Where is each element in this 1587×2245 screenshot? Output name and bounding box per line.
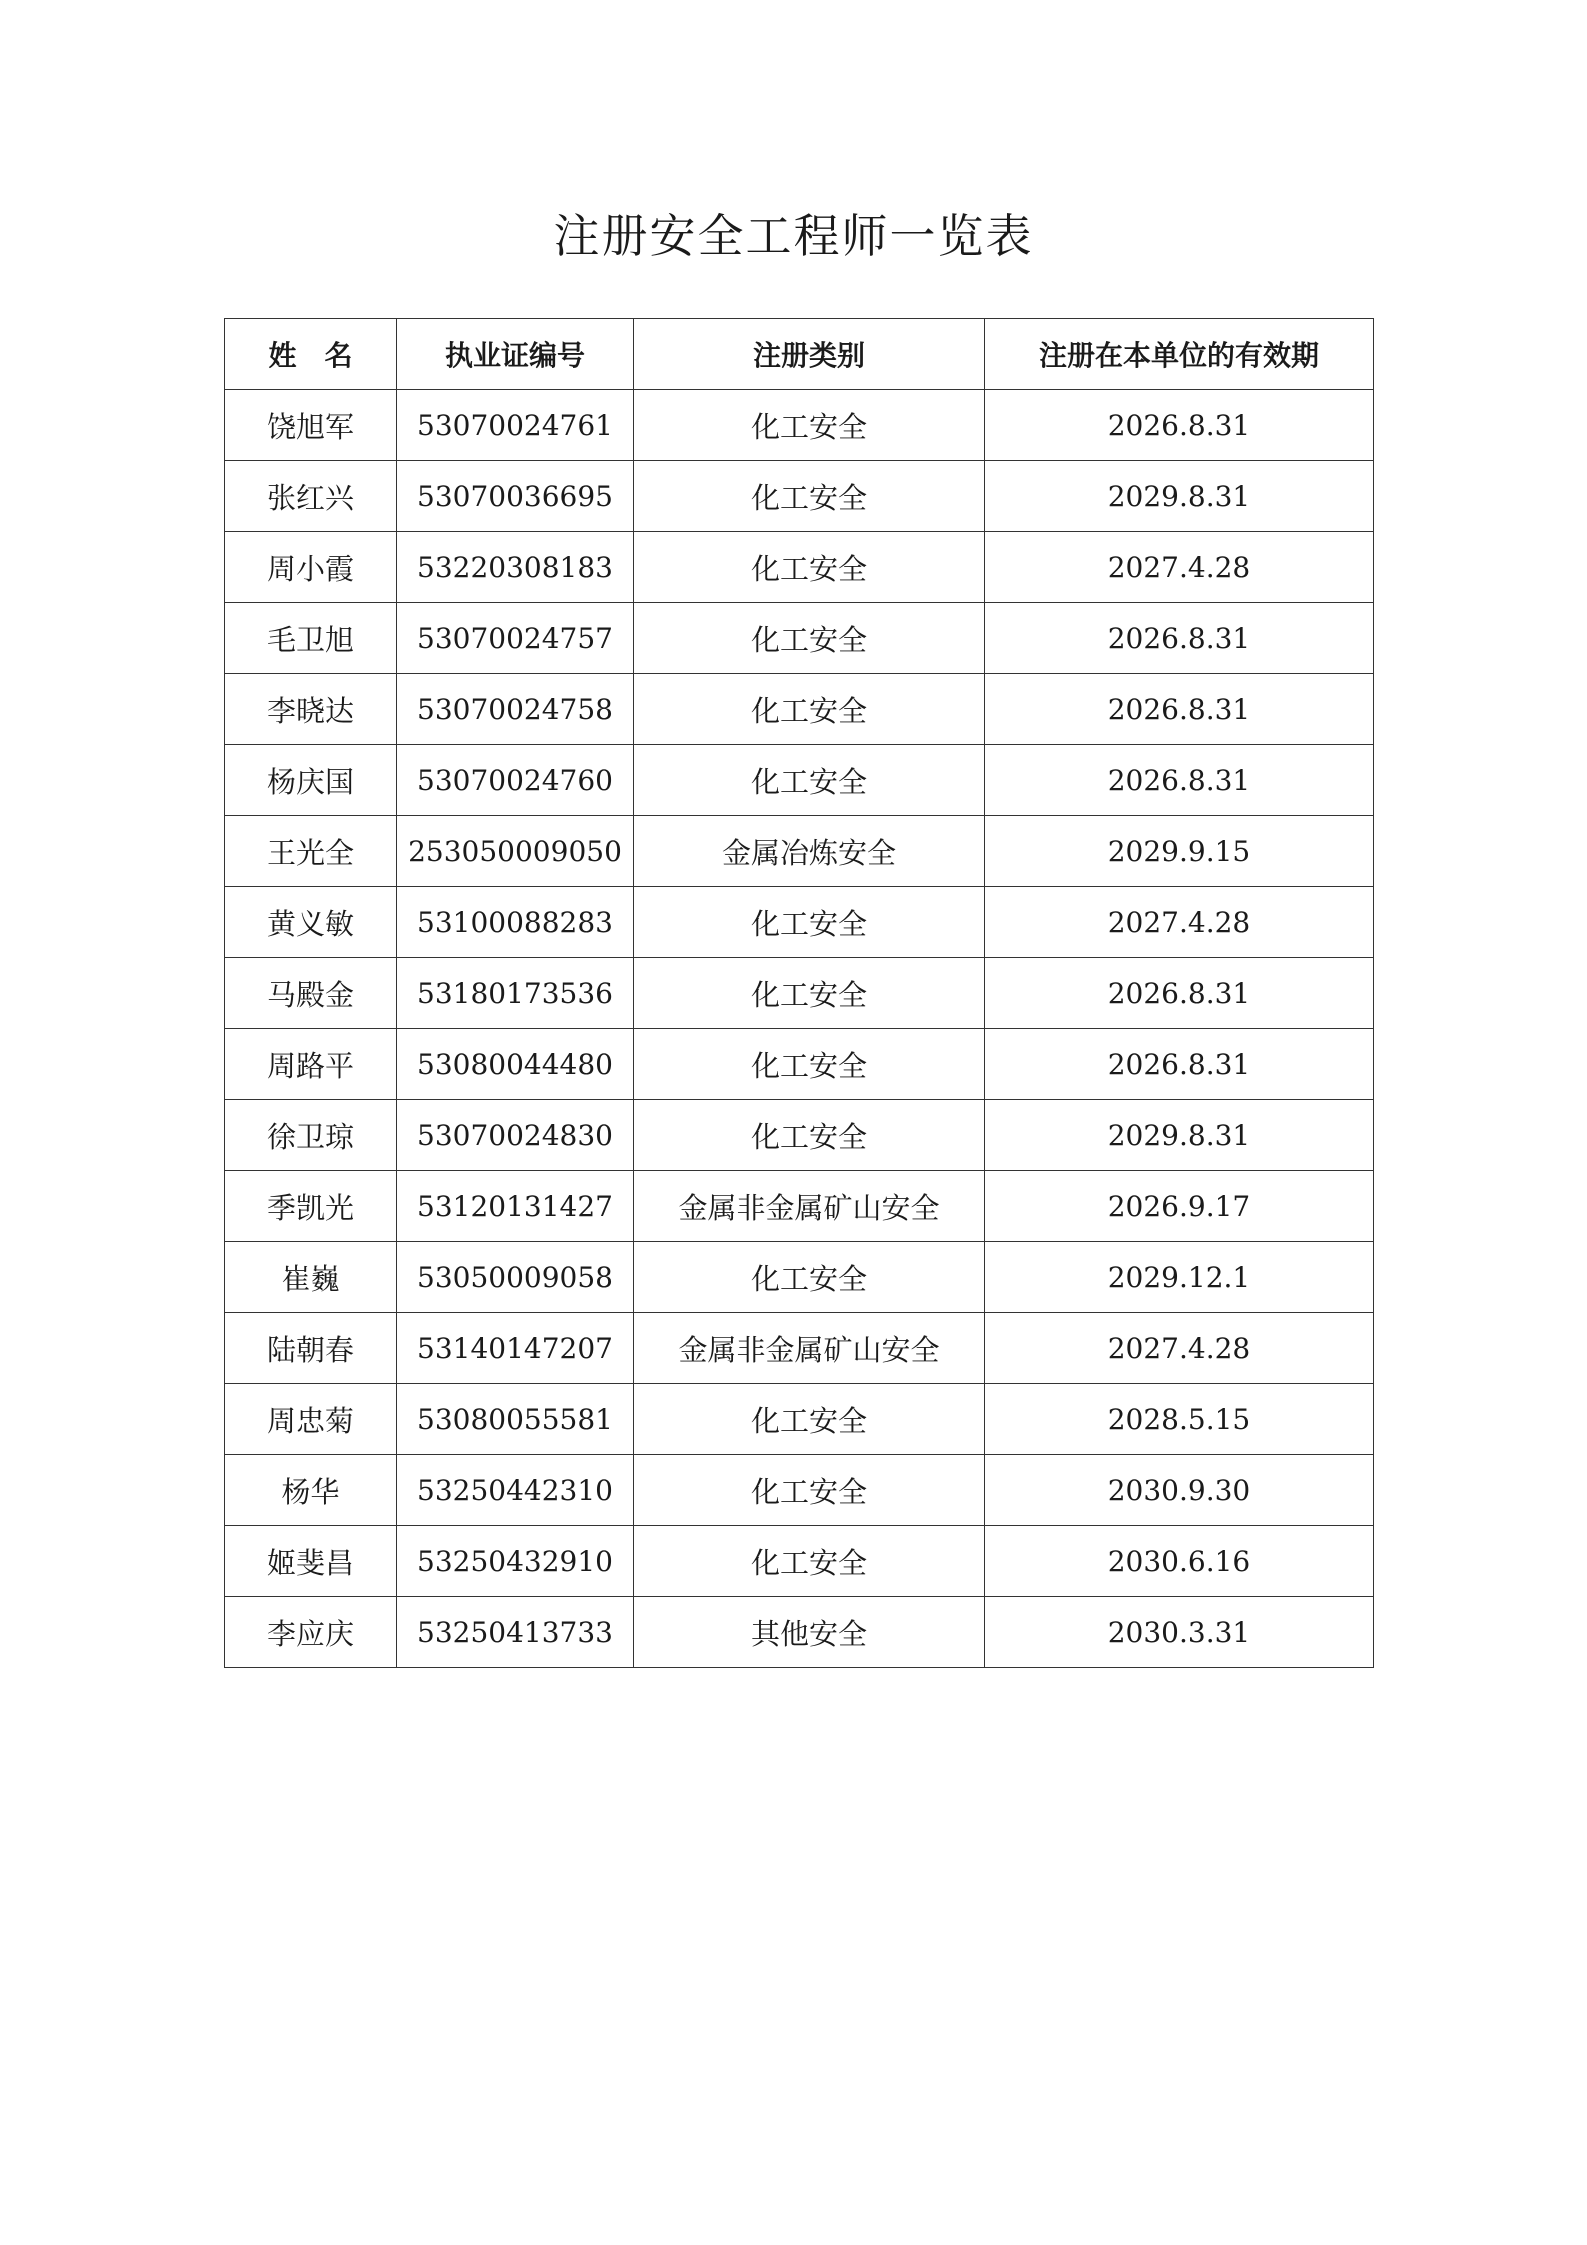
cell-name: 毛卫旭	[225, 603, 397, 674]
cell-name: 崔巍	[225, 1242, 397, 1313]
cell-valid-until: 2029.12.1	[985, 1242, 1374, 1313]
cell-name: 徐卫琼	[225, 1100, 397, 1171]
cell-valid-until: 2027.4.28	[985, 532, 1374, 603]
table-row	[225, 1029, 1374, 1100]
cell-valid-until: 2026.8.31	[985, 603, 1374, 674]
cell-category: 化工安全	[634, 603, 985, 674]
table-row	[225, 390, 1374, 461]
table-row	[225, 816, 1374, 887]
cell-valid-until: 2026.8.31	[985, 674, 1374, 745]
cell-category: 化工安全	[634, 461, 985, 532]
table-row	[225, 958, 1374, 1029]
cell-cert-no: 53050009058	[397, 1242, 634, 1313]
table-row	[225, 1171, 1374, 1242]
table-row	[225, 1242, 1374, 1313]
cell-cert-no: 53220308183	[397, 532, 634, 603]
page-title: 注册安全工程师一览表	[553, 209, 1034, 263]
table-row	[225, 745, 1374, 816]
cell-name: 李应庆	[225, 1597, 397, 1668]
table-row	[225, 461, 1374, 532]
cell-name: 杨华	[225, 1455, 397, 1526]
cell-name: 李晓达	[225, 674, 397, 745]
cell-category: 化工安全	[634, 1029, 985, 1100]
cell-category: 化工安全	[634, 1100, 985, 1171]
engineer-table	[224, 318, 1374, 1668]
cell-valid-until: 2029.8.31	[985, 1100, 1374, 1171]
cell-cert-no: 53070024757	[397, 603, 634, 674]
cell-name: 饶旭军	[225, 390, 397, 461]
cell-cert-no: 53070024758	[397, 674, 634, 745]
cell-valid-until: 2028.5.15	[985, 1384, 1374, 1455]
cell-cert-no: 253050009050	[397, 816, 634, 887]
table-row	[225, 1313, 1374, 1384]
cell-cert-no: 53140147207	[397, 1313, 634, 1384]
table-row	[225, 1597, 1374, 1668]
table-row	[225, 603, 1374, 674]
cell-name: 周小霞	[225, 532, 397, 603]
cell-valid-until: 2026.9.17	[985, 1171, 1374, 1242]
cell-valid-until: 2027.4.28	[985, 887, 1374, 958]
cell-category: 化工安全	[634, 958, 985, 1029]
cell-cert-no: 53250442310	[397, 1455, 634, 1526]
cell-name: 季凯光	[225, 1171, 397, 1242]
cell-cert-no: 53070024760	[397, 745, 634, 816]
table-row	[225, 1526, 1374, 1597]
cell-category: 金属非金属矿山安全	[634, 1171, 985, 1242]
cell-name: 王光全	[225, 816, 397, 887]
table-row	[225, 1455, 1374, 1526]
cell-cert-no: 53070024830	[397, 1100, 634, 1171]
cell-category: 化工安全	[634, 1526, 985, 1597]
cell-name: 张红兴	[225, 461, 397, 532]
cell-valid-until: 2029.9.15	[985, 816, 1374, 887]
cell-category: 化工安全	[634, 532, 985, 603]
table-row	[225, 1384, 1374, 1455]
cell-valid-until: 2026.8.31	[985, 958, 1374, 1029]
cell-category: 其他安全	[634, 1597, 985, 1668]
cell-valid-until: 2030.9.30	[985, 1455, 1374, 1526]
cell-name: 马殿金	[225, 958, 397, 1029]
cell-name: 姬斐昌	[225, 1526, 397, 1597]
cell-category: 化工安全	[634, 745, 985, 816]
header-valid-until: 注册在本单位的有效期	[985, 319, 1374, 390]
cell-category: 金属冶炼安全	[634, 816, 985, 887]
cell-category: 化工安全	[634, 887, 985, 958]
cell-category: 金属非金属矿山安全	[634, 1313, 985, 1384]
cell-cert-no: 53250413733	[397, 1597, 634, 1668]
cell-valid-until: 2030.3.31	[985, 1597, 1374, 1668]
cell-valid-until: 2026.8.31	[985, 390, 1374, 461]
cell-cert-no: 53080044480	[397, 1029, 634, 1100]
cell-category: 化工安全	[634, 390, 985, 461]
cell-category: 化工安全	[634, 1384, 985, 1455]
cell-cert-no: 53070024761	[397, 390, 634, 461]
cell-valid-until: 2027.4.28	[985, 1313, 1374, 1384]
header-category: 注册类别	[634, 319, 985, 390]
cell-category: 化工安全	[634, 1242, 985, 1313]
cell-cert-no: 53070036695	[397, 461, 634, 532]
cell-valid-until: 2029.8.31	[985, 461, 1374, 532]
cell-valid-until: 2026.8.31	[985, 1029, 1374, 1100]
cell-name: 周路平	[225, 1029, 397, 1100]
cell-cert-no: 53120131427	[397, 1171, 634, 1242]
table-body	[225, 390, 1374, 1668]
header-name: 姓 名	[225, 319, 397, 390]
cell-name: 陆朝春	[225, 1313, 397, 1384]
table-row	[225, 887, 1374, 958]
cell-cert-no: 53180173536	[397, 958, 634, 1029]
cell-cert-no: 53250432910	[397, 1526, 634, 1597]
cell-category: 化工安全	[634, 1455, 985, 1526]
cell-name: 周忠菊	[225, 1384, 397, 1455]
cell-cert-no: 53080055581	[397, 1384, 634, 1455]
cell-cert-no: 53100088283	[397, 887, 634, 958]
cell-name: 黄义敏	[225, 887, 397, 958]
cell-valid-until: 2030.6.16	[985, 1526, 1374, 1597]
cell-category: 化工安全	[634, 674, 985, 745]
table-row	[225, 1100, 1374, 1171]
table-header-row	[225, 319, 1374, 390]
table-row	[225, 674, 1374, 745]
cell-name: 杨庆国	[225, 745, 397, 816]
table-row	[225, 532, 1374, 603]
cell-valid-until: 2026.8.31	[985, 745, 1374, 816]
header-cert-no: 执业证编号	[397, 319, 634, 390]
